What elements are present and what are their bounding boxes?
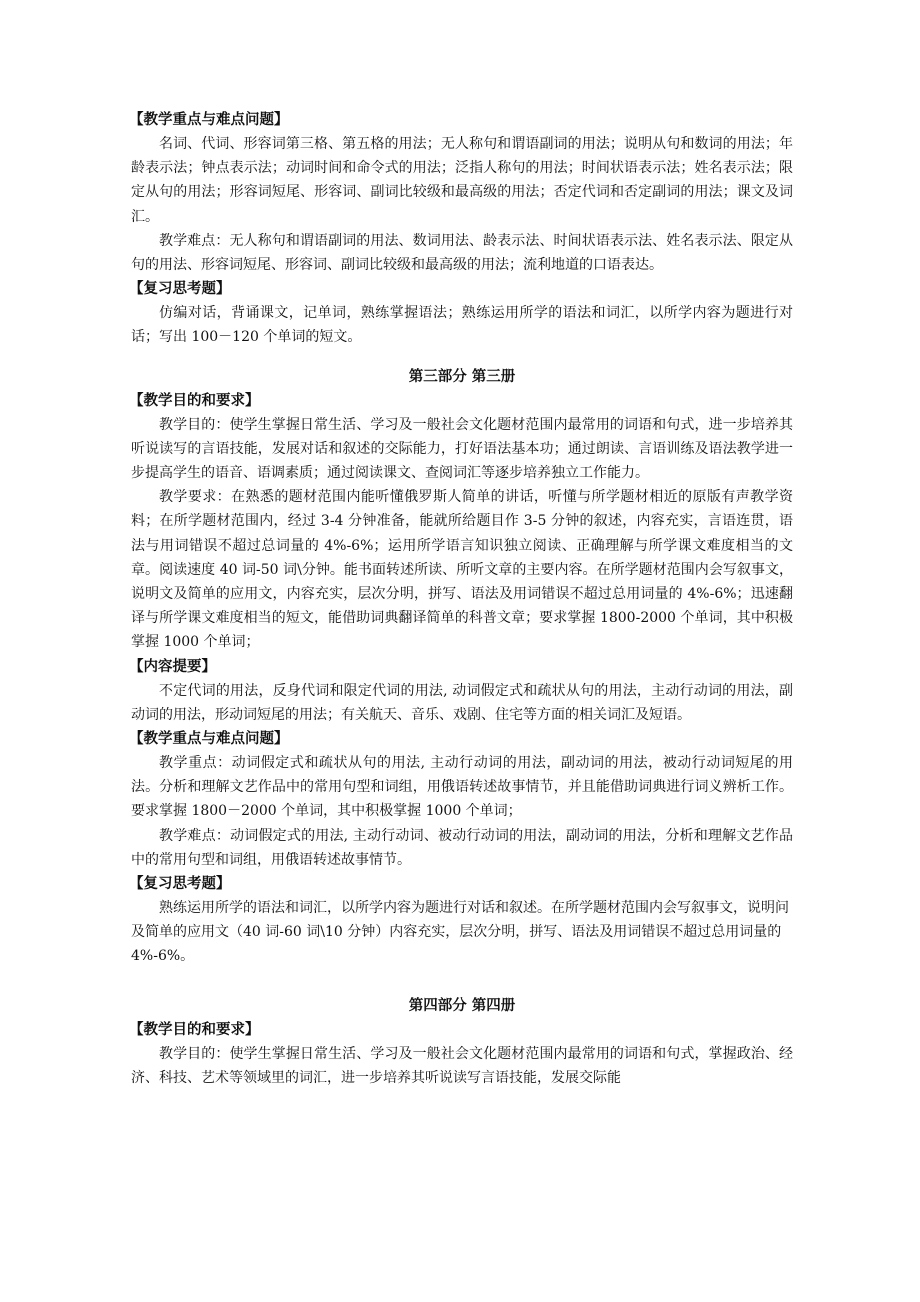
section-heading-content-summary: 【内容提要】 (129, 657, 216, 675)
section-heading-key-difficult-points-2: 【教学重点与难点问题】 (129, 730, 289, 748)
paragraph-key-points-2: 教学重点：动词假定式和疏状从句的用法, 主动行动词的用法，副动词的用法，被动行动词短尾的用法。分析和理解文艺作品中的常用句型和词组，用俄语转述故事情节，并且能借助词典进行词义辨析工作。要求掌握 1800－2000 个单词，其中积极掌握 1000 个单词； (131, 755, 793, 820)
paragraph-teaching-aims: 教学目的：使学生掌握日常生活、学习及一般社会文化题材范围内最常用的词语和句式，进一步培养其听说读写的言语技能，发展对话和叙述的交际能力，打好语法基本功；通过朗读、言语训练及语法教学进一步提高学生的语音、语调素质；通过阅读课文、查阅词汇等逐步培养独立工作能力。 (131, 416, 793, 482)
document-body (131, 108, 793, 1090)
section-heading-key-difficult-points: 【教学重点与难点问题】 (129, 111, 289, 128)
paragraph-teaching-aims-2: 教学目的：使学生掌握日常生活、学习及一般社会文化题材范围内最常用的词语和句式，掌握政治、经济、科技、艺术等领域里的词汇，进一步培养其听说读写言语技能，发展交际能 (131, 1045, 793, 1086)
section-heading-aims-requirements-2: 【教学目的和要求】 (129, 1020, 260, 1038)
paragraph-teaching-requirements: 教学要求：在熟悉的题材范围内能听懂俄罗斯人简单的讲话，听懂与所学题材相近的原版有声教学资料；在所学题材范围内，经过 3-4 分钟准备，能就所给题目作 3-5 分钟的叙述，内容充实，言语连贯，语法与用词错误不超过总词量的 4%-6%；运用所学语言知识独立阅读、正确理解与所学课文难度相当的文章。阅读速度 40 词-50 词\分钟。能书面转述所读、所听文章的主要内容。在所学题材范围内会写叙事文，说明文及简单的应用文，内容充实，层次分明，拼写、语法及用词错误不超过总用词量的 4%-6%；迅速翻译与所学课文难度相当的短文，能借助词典翻译简单的科普文章；要求掌握 1800-2000 个单词，其中积极掌握 1000 个单词； (131, 489, 793, 651)
paragraph-difficult-points-2: 教学难点：动词假定式的用法, 主动行动词、被动行动词的用法，副动词的用法，分析和理解文艺作品中的常用句型和词组，用俄语转述故事情节。 (131, 827, 793, 868)
paragraph-review-questions-2: 熟练运用所学的语法和词汇，以所学内容为题进行对话和叙述。在所学题材范围内会写叙事文，说明问及简单的应用文（40 词-60 词\10 分钟）内容充实，层次分明，拼写、语法及用词错误不超过总用词量的 4%-6%。 (131, 900, 789, 965)
section-heading-review-questions: 【复习思考题】 (129, 280, 231, 298)
paragraph-difficult-points: 教学难点：无人称句和谓语副词的用法、数词用法、龄表示法、时间状语表示法、姓名表示法、限定从句的用法、形容词短尾、形容词、副词比较级和最高级的用法；流利地道的口语表达。 (131, 232, 793, 274)
part-four-title: 第四部分 第四册 (408, 996, 516, 1014)
paragraph-review-questions: 仿编对话，背诵课文，记单词，熟练掌握语法；熟练运用所学的语法和词汇，以所学内容为题进行对话；写出 100－120 个单词的短文。 (131, 305, 793, 346)
section-heading-aims-requirements: 【教学目的和要求】 (129, 391, 260, 409)
paragraph-key-points: 名词、代词、形容词第三格、第五格的用法；无人称句和谓语副词的用法；说明从句和数词的用法；年龄表示法；钟点表示法；动词时间和命令式的用法；泛指人称句的用法；时间状语表示法；姓名表示法；限定从句的用法；形容词短尾、形容词、副词比较级和最高级的用法；否定代词和否定副词的用法；课文及词汇。 (131, 136, 793, 225)
paragraph-content-summary: 不定代词的用法，反身代词和限定代词的用法, 动词假定式和疏状从句的用法，主动行动词的用法，副动词的用法，形动词短尾的用法；有关航天、音乐、戏剧、住宅等方面的相关词汇及短语。 (131, 682, 793, 723)
section-heading-review-questions-2: 【复习思考题】 (129, 875, 231, 893)
part-three-title: 第三部分 第三册 (408, 367, 516, 385)
